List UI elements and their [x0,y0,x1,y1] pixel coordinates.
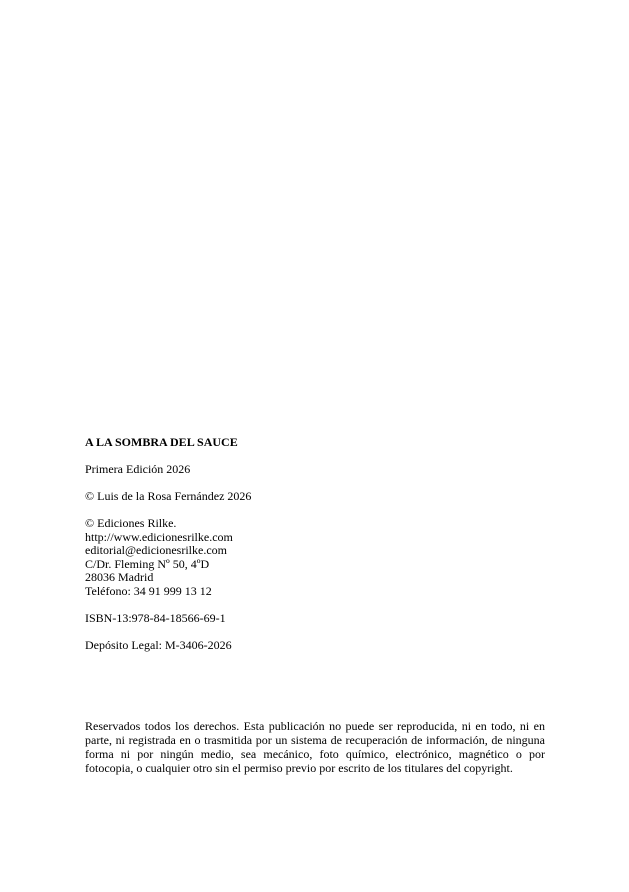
publisher-street: C/Dr. Fleming Nº 50, 4ºD [85,556,210,571]
isbn-line: ISBN-13:978-84-18566-69-1 [85,610,226,625]
publisher-phone: Teléfono: 34 91 999 13 12 [85,583,212,598]
author-copyright-block [85,490,545,504]
book-title: A LA SOMBRA DEL SAUCE [85,435,238,449]
isbn-block [85,612,545,626]
legal-deposit-line: Depósito Legal: M-3406-2026 [85,637,232,652]
imprint-block [85,436,545,666]
author-copyright-line: © Luis de la Rosa Fernández 2026 [85,489,252,503]
publisher-copyright: © Ediciones Rilke. [85,516,177,530]
publisher-website: http://www.edicionesrilke.com [85,529,233,544]
publisher-email: editorial@edicionesrilke.com [85,543,228,557]
edition-block [85,463,545,477]
publisher-block [85,517,545,598]
legal-deposit-block [85,639,545,653]
rights-notice: Reservados todos los derechos. Esta publicación no puede ser reproducida, ni en todo, ni en parte, ni registrada en o trasmitida por un sistema de recuperación de información, de ninguna forma ni por ningún medio, sea mecánico, foto químico, electrónico, magnético o por fotocopia, o cualquier otro sin el permiso previo por escrito de los titulares del copyright. [85,719,545,775]
publisher-city: 28036 Madrid [85,570,154,584]
edition-line: Primera Edición 2026 [85,462,191,476]
